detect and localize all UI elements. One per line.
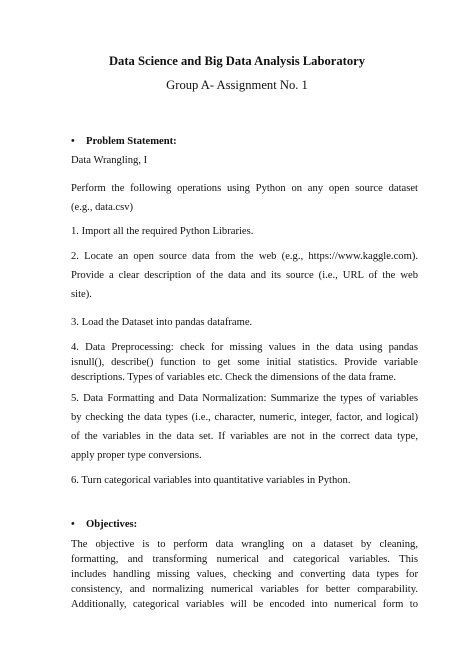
item-4-line-1: 4. Data Preprocessing: check for missing values in the data using pandas [71, 342, 418, 353]
item-5-line-2: by checking the data types (i.e., character, numeric, integer, factor, and logical) [71, 412, 418, 423]
item-4-line-3: descriptions. Types of variables etc. Check the dimensions of the data frame. [71, 372, 397, 383]
objectives-heading [71, 519, 137, 530]
item-2-line-2: Provide a clear description of the data and its source (i.e., URL of the web [71, 270, 418, 281]
problem-statement-heading [71, 136, 177, 147]
objectives-line-1: The objective is to perform data wrangling on a dataset by cleaning, [71, 539, 418, 550]
item-6: 6. Turn categorical variables into quantitative variables in Python. [71, 475, 351, 486]
bullet-icon: • [71, 519, 75, 530]
item-5-line-3: of the variables in the data set. If variables are not in the correct data type, [71, 431, 418, 442]
objectives-line-5: Additionally, categorical variables will be encoded into numerical form to [71, 599, 418, 610]
item-3: 3. Load the Dataset into pandas dataframe. [71, 317, 253, 328]
topic-line: Data Wrangling, I [71, 155, 148, 166]
item-2-line-3: site). [71, 289, 92, 300]
intro-line-2: (e.g., data.csv) [71, 202, 134, 213]
intro-line-1: Perform the following operations using Python on any open source dataset [71, 183, 418, 194]
objectives-line-3: includes handling missing values, checking and converting data types for [71, 569, 418, 580]
item-4-line-2: isnull(), describe() function to get some initial statistics. Provide variable [71, 357, 418, 368]
objectives-line-4: consistency, and normalizing numerical variables for better comparability. [71, 584, 418, 595]
item-5-line-1: 5. Data Formatting and Data Normalization: Summarize the types of variables [71, 393, 418, 404]
objectives-heading-text: Objectives: [86, 519, 138, 530]
item-2-line-1: 2. Locate an open source data from the web (e.g., https://www.kaggle.com). [71, 251, 418, 262]
problem-heading-text: Problem Statement: [86, 136, 177, 147]
item-1: 1. Import all the required Python Libraries. [71, 226, 254, 237]
item-5-line-4: apply proper type conversions. [71, 450, 202, 461]
bullet-icon: • [71, 136, 75, 147]
document-title: Data Science and Big Data Analysis Laboratory [108, 54, 366, 68]
document-subtitle: Group A- Assignment No. 1 [166, 78, 308, 92]
objectives-line-2: formatting, and transforming numerical and categorical variables. This [71, 554, 418, 565]
